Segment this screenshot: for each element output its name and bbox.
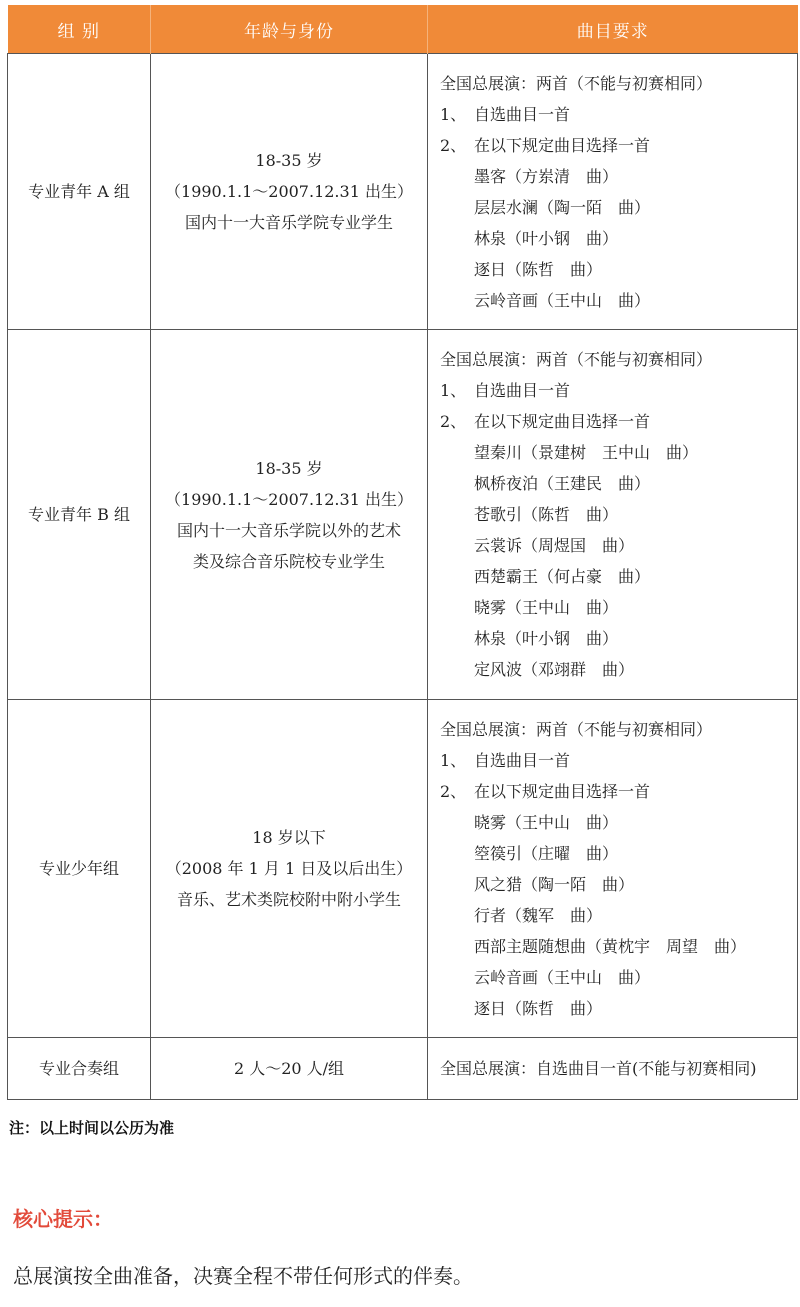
age-line: 国内十一大音乐学院以外的艺术 — [176, 520, 401, 540]
piece-item: 苍歌引（陈哲 曲） — [474, 505, 619, 524]
item-text: 自选曲目一首 — [474, 104, 571, 124]
piece-item: 云岭音画（王中山 曲） — [474, 290, 651, 310]
piece-item: 风之猎（陶一陌 曲） — [474, 874, 635, 894]
piece-item: 林泉（叶小钢 曲） — [474, 228, 619, 248]
item-number: 1、 — [440, 381, 467, 400]
repertoire-item-2 — [440, 406, 789, 437]
item-text: 自选曲目一首 — [474, 750, 571, 770]
piece-item: 逐日（陈哲 曲） — [474, 998, 603, 1018]
item-text: 在以下规定曲目选择一首 — [474, 781, 651, 801]
age-cell — [151, 330, 428, 700]
piece-item: 望秦川（景建树 王中山 曲） — [474, 443, 699, 462]
piece-item: 晓雾（王中山 曲） — [474, 598, 619, 617]
piece-item: 云岭音画（王中山 曲） — [474, 967, 651, 987]
item-text: 在以下规定曲目选择一首 — [474, 135, 651, 155]
group-cell: 专业青年 B 组 — [8, 330, 151, 700]
piece-item: 定风波（邓翊群 曲） — [474, 660, 635, 679]
piece-item: 西部主题随想曲（黄枕宇 周望 曲） — [474, 936, 747, 956]
table-row-ensemble — [8, 1038, 798, 1100]
age-line: 类及综合音乐院校专业学生 — [192, 551, 385, 571]
age-line: 音乐、艺术类院校附中附小学生 — [176, 890, 401, 909]
item-number: 2、 — [440, 781, 467, 801]
item-number: 1、 — [440, 104, 467, 124]
table-row-youth-b — [8, 330, 798, 700]
age-line: （1990.1.1～2007.12.31 出生） — [165, 489, 413, 509]
piece-item: 逐日（陈哲 曲） — [474, 259, 603, 279]
group-cell: 专业少年组 — [8, 700, 151, 1038]
repertoire-intro: 全国总展演：两首（不能与初赛相同） — [440, 73, 713, 93]
age-cell — [151, 54, 428, 330]
repertoire-intro: 全国总展演：两首（不能与初赛相同） — [440, 350, 713, 369]
age-line: 18-35 岁 — [255, 458, 323, 478]
header-repertoire: 曲目要求 — [428, 5, 798, 54]
item-text: 在以下规定曲目选择一首 — [474, 412, 651, 431]
piece-item: 晓雾（王中山 曲） — [474, 812, 619, 832]
age-line: （2008 年 1 月 1 日及以后出生） — [165, 859, 413, 878]
item-text: 自选曲目一首 — [474, 381, 571, 400]
repertoire-intro: 全国总展演：两首（不能与初赛相同） — [440, 719, 713, 739]
age-line: 国内十一大音乐学院专业学生 — [184, 213, 393, 232]
repertoire-item-2 — [440, 776, 789, 807]
table-header-row — [8, 5, 798, 54]
repertoire-item-1 — [440, 99, 789, 130]
piece-item: 层层水澜（陶一陌 曲） — [474, 197, 651, 217]
tip-title: 核心提示： — [13, 1207, 113, 1231]
header-age-identity: 年龄与身份 — [151, 5, 428, 54]
table-row-youth-a — [8, 54, 798, 330]
age-cell — [151, 700, 428, 1038]
item-number: 1、 — [440, 750, 467, 770]
repertoire-cell — [428, 330, 798, 700]
age-line: 18 岁以下 — [252, 828, 326, 847]
repertoire-item-1 — [440, 745, 789, 776]
piece-item: 枫桥夜泊（王建民 曲） — [474, 474, 651, 493]
piece-item: 箜篌引（庄曜 曲） — [474, 843, 619, 863]
piece-item: 林泉（叶小钢 曲） — [474, 629, 619, 648]
repertoire-cell — [428, 700, 798, 1038]
repertoire-cell: 全国总展演：自选曲目一首(不能与初赛相同) — [428, 1038, 798, 1100]
item-number: 2、 — [440, 135, 467, 155]
piece-item: 墨客（方岽清 曲） — [474, 166, 619, 186]
piece-item: 西楚霸王（何占豪 曲） — [474, 567, 651, 586]
repertoire-cell — [428, 54, 798, 330]
age-line: （1990.1.1～2007.12.31 出生） — [165, 182, 413, 201]
age-cell: 2 人～20 人/组 — [151, 1038, 428, 1100]
piece-item: 行者（魏军 曲） — [474, 905, 603, 925]
requirements-table — [7, 5, 798, 1100]
header-group: 组 别 — [8, 5, 151, 54]
item-number: 2、 — [440, 412, 467, 431]
group-cell: 专业合奏组 — [8, 1038, 151, 1100]
group-cell: 专业青年 A 组 — [8, 54, 151, 330]
footnote: 注：以上时间以公历为准 — [9, 1119, 175, 1137]
piece-item: 云裳诉（周煜国 曲） — [474, 536, 635, 555]
age-line: 18-35 岁 — [255, 151, 323, 170]
table-row-junior — [8, 700, 798, 1038]
repertoire-item-1 — [440, 375, 789, 406]
tip-body: 总展演按全曲准备，决赛全程不带任何形式的伴奏。 — [13, 1264, 473, 1288]
repertoire-item-2 — [440, 130, 789, 161]
